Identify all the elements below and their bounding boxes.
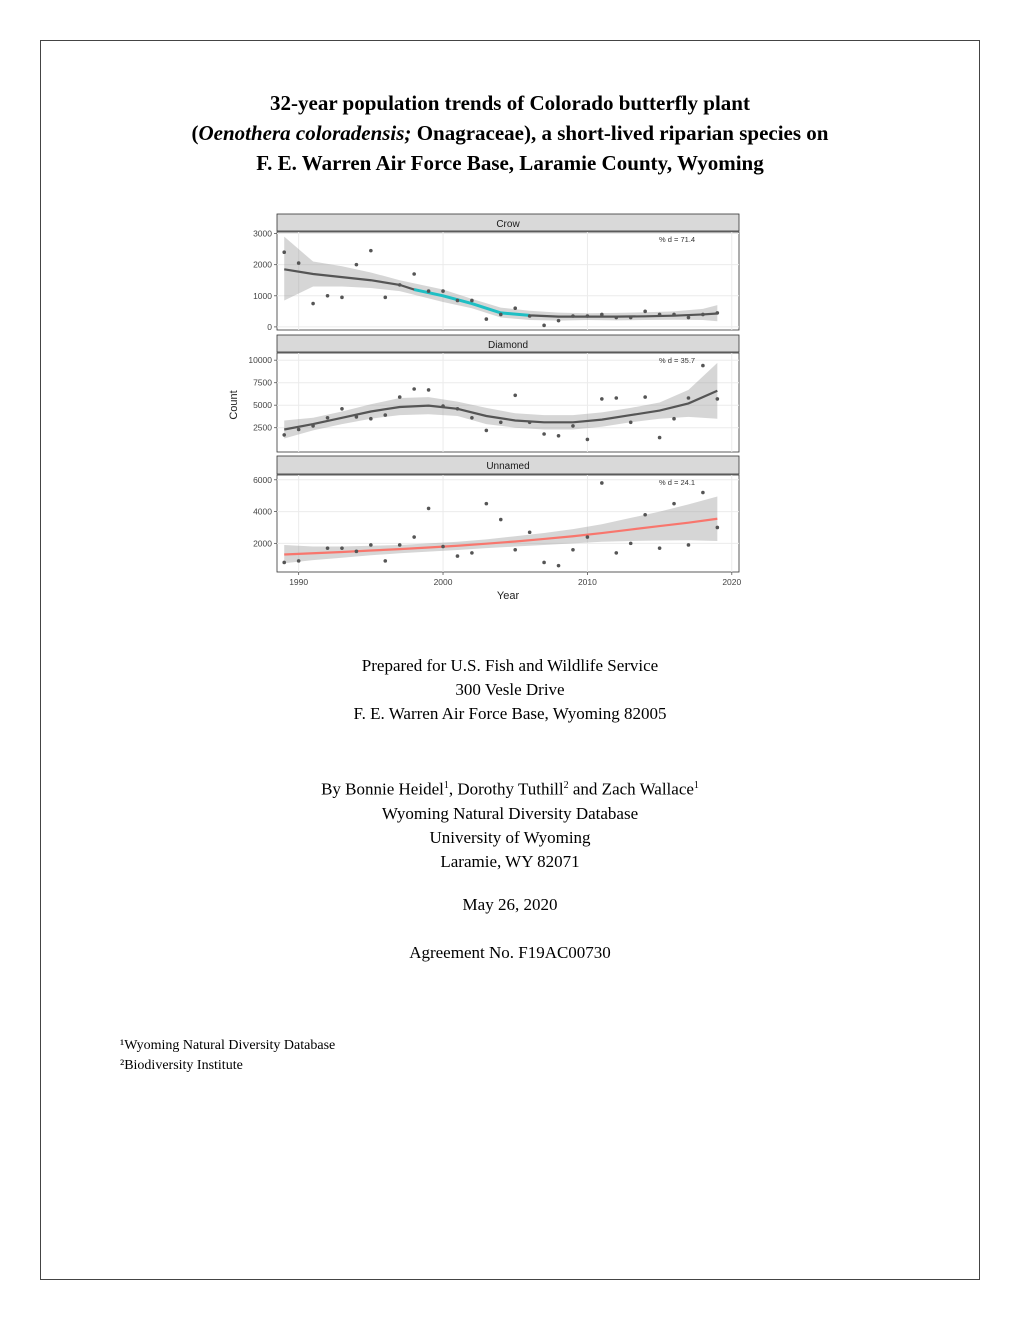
data-point [441,404,445,408]
data-point [355,263,359,267]
data-point [513,394,517,398]
data-point [658,436,662,440]
authors-line [40,774,980,802]
data-point [600,397,604,401]
title-paren: ( [191,121,199,145]
data-point [282,561,286,565]
y-tick-label: 0 [267,321,272,332]
data-point [470,299,474,303]
data-point [542,432,546,436]
data-point [614,551,618,555]
data-point [456,407,460,411]
author-1-affiliation: 1 [443,780,449,791]
data-point [427,388,431,392]
data-point [326,294,330,298]
x-tick-label: 2020 [722,577,742,587]
data-point [586,535,590,539]
prepared-for-block [40,654,980,726]
data-point [369,417,373,421]
data-point [701,364,705,368]
data-point [470,416,474,420]
data-point [672,502,676,506]
data-point [571,424,575,428]
data-point [340,407,344,411]
data-point [441,289,445,293]
y-tick-label: 2000 [253,259,272,270]
data-point [629,542,633,546]
data-point [513,306,517,310]
title-line-1: 32-year population trends of Colorado butterfly plant [270,91,750,115]
agreement-number: Agreement No. F19AC00730 [409,943,611,962]
data-point [716,397,720,401]
data-point [600,481,604,485]
data-point [456,554,460,558]
facet-label-crow: Crow [496,219,520,230]
data-point [297,428,301,432]
author-3: and Zach Wallace [568,779,694,799]
data-point [383,296,387,300]
data-point [398,283,402,287]
data-point [499,518,503,522]
data-point [499,313,503,317]
data-point [672,417,676,421]
data-point [297,559,301,563]
data-point [614,316,618,320]
y-tick-label: 2000 [253,538,272,549]
author-1: By Bonnie Heidel [321,779,444,799]
author-3-affiliation: 1 [693,780,699,791]
data-point [485,429,489,433]
data-point [340,296,344,300]
annotation-unnamed: % d = 24.1 [659,478,696,487]
data-point [600,313,604,317]
annotation-diamond: % d = 35.7 [659,356,696,365]
data-point [311,302,315,306]
data-point [412,387,416,391]
data-point [557,564,561,568]
document-title [40,88,980,178]
data-point [557,434,561,438]
data-point [643,310,647,314]
university: University of Wyoming [429,827,591,847]
data-point [340,546,344,550]
y-tick-label: 5000 [253,400,272,411]
data-point [456,299,460,303]
data-point [571,314,575,318]
data-point [412,535,416,539]
organization: Wyoming Natural Diversity Database [381,803,639,823]
title-line-3: F. E. Warren Air Force Base, Laramie County, Wyoming [256,151,764,175]
data-point [586,438,590,442]
data-point [427,507,431,511]
y-tick-label: 10000 [248,355,272,366]
y-tick-label: 4000 [253,506,272,517]
data-point [398,395,402,399]
data-point [326,416,330,420]
data-point [571,548,575,552]
data-point [629,421,633,425]
data-point [282,433,286,437]
data-point [672,313,676,317]
data-point [412,272,416,276]
footnote-2: ²Biodiversity Institute [120,1058,243,1073]
data-point [355,415,359,419]
data-point [369,543,373,547]
data-point [470,551,474,555]
y-tick-label: 1000 [253,290,272,301]
report-date: May 26, 2020 [462,895,558,914]
x-tick-label: 2010 [577,577,597,587]
data-point [614,396,618,400]
data-point [369,249,373,253]
data-point [513,548,517,552]
data-point [643,513,647,517]
species-name: Oenothera coloradensis; [198,121,412,145]
data-point [658,313,662,317]
data-point [586,314,590,318]
data-point [716,311,720,315]
data-point [355,550,359,554]
data-point [383,413,387,417]
data-point [485,502,489,506]
data-point [528,530,532,534]
data-point [643,395,647,399]
data-point [311,424,315,428]
data-point [499,421,503,425]
y-tick-label: 6000 [253,474,272,485]
footnotes [120,1036,335,1076]
y-axis-label: Count [228,390,240,420]
y-tick-label: 7500 [253,377,272,388]
data-point [398,543,402,547]
facet-label-unnamed: Unnamed [486,461,530,472]
data-point [629,316,633,320]
annotation-crow: % d = 71.4 [659,235,696,244]
footnote-1: ¹Wyoming Natural Diversity Database [120,1038,336,1053]
data-point [528,314,532,318]
y-tick-label: 3000 [253,228,272,239]
prepared-line-3: F. E. Warren Air Force Base, Wyoming 82005 [353,704,667,723]
data-point [701,491,705,495]
data-point [441,545,445,549]
city: Laramie, WY 82071 [440,851,580,871]
data-point [687,543,691,547]
author-2: , Dorothy Tuthill [448,779,564,799]
y-tick-label: 2500 [253,422,272,433]
data-point [427,289,431,293]
x-tick-label: 1990 [289,577,309,587]
data-point [658,546,662,550]
data-point [326,546,330,550]
data-point [687,396,691,400]
data-point [297,261,301,265]
authors-block [40,774,980,874]
prepared-line-1: Prepared for U.S. Fish and Wildlife Service [361,656,659,675]
author-2-affiliation: 2 [563,780,569,791]
x-axis-label: Year [496,590,520,602]
data-point [383,559,387,563]
title-line-2 [40,118,980,148]
data-point [716,526,720,530]
data-point [542,324,546,328]
data-point [687,316,691,320]
prepared-line-2: 300 Vesle Drive [455,680,565,699]
data-point [485,317,489,321]
data-point [282,250,286,254]
data-point [701,313,705,317]
population-trend-chart [225,205,765,605]
data-point [557,319,561,323]
title-line-2-rest: Onagraceae), a short-lived riparian species on [411,121,829,145]
data-point [528,421,532,425]
facet-label-diamond: Diamond [487,340,529,351]
data-point [542,561,546,565]
x-tick-label: 2000 [433,577,453,587]
